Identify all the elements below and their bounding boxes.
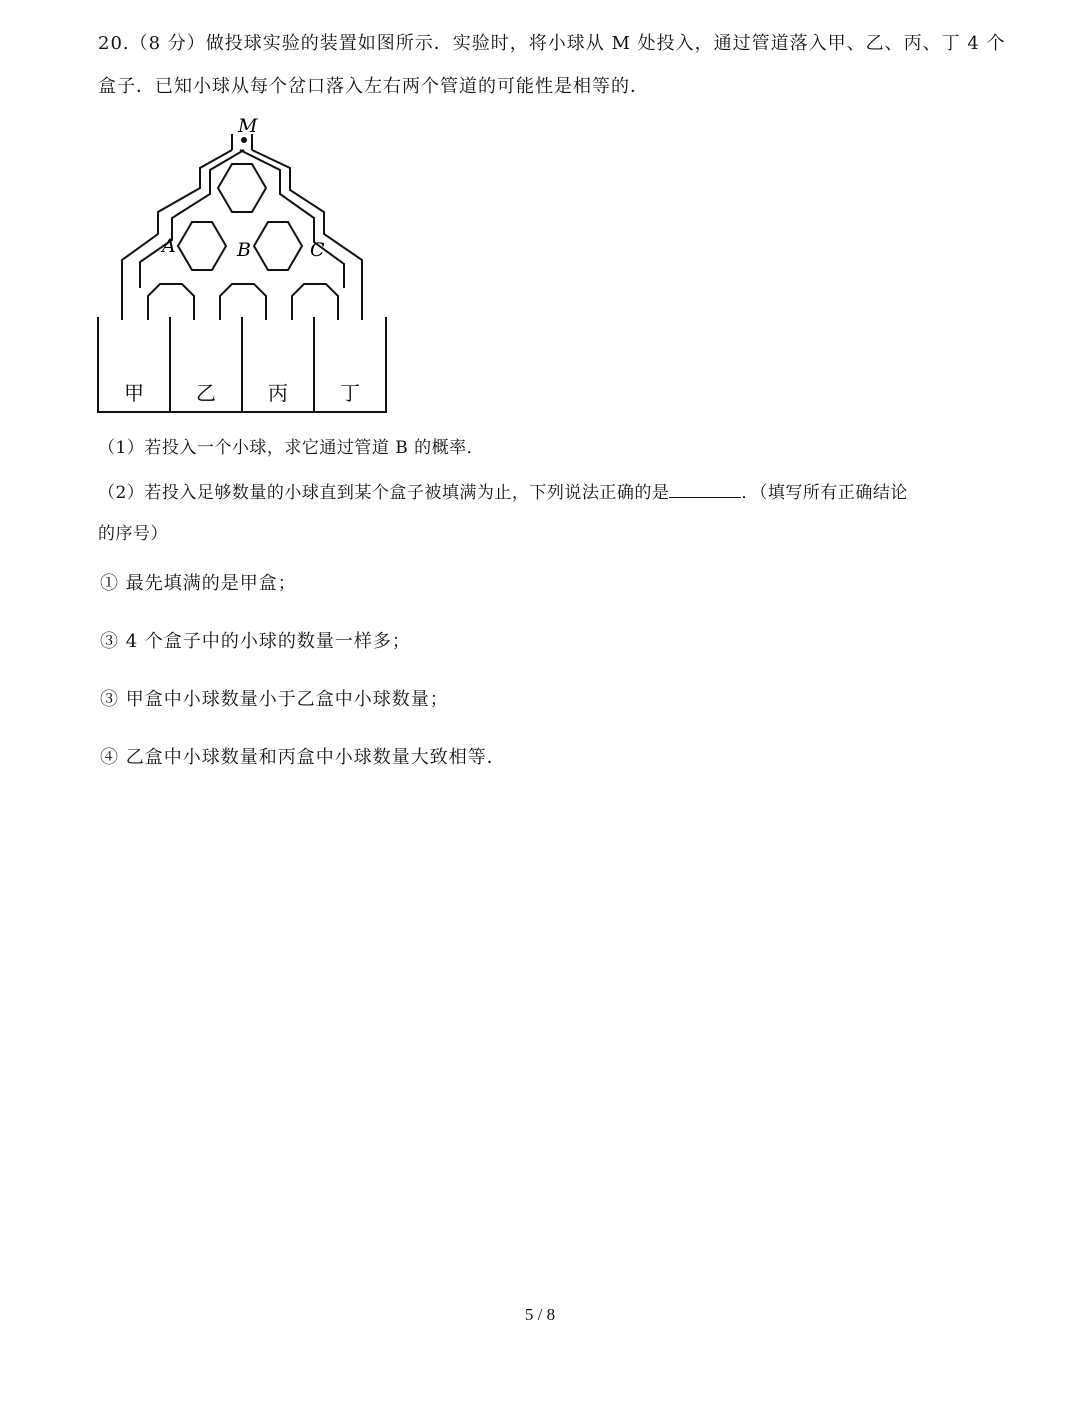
part-1: （1）若投入一个小球，求它通过管道 B 的概率． (98, 438, 485, 458)
label-b: B (237, 239, 251, 261)
label-m: M (238, 115, 258, 137)
part-2-text: （2）若投入足够数量的小球直到某个盒子被填满为止，下列说法正确的是 (98, 483, 670, 503)
option-2: ③ 4 个盒子中的小球的数量一样多； (100, 631, 411, 652)
hexagon-top (218, 164, 266, 212)
question-line-2: 盒子．已知小球从每个岔口落入左右两个管道的可能性是相等的． (98, 76, 649, 97)
box-label-ding: 丁 (340, 381, 360, 405)
hexagon-left (178, 222, 226, 270)
page-number: 5 / 8 (524, 1305, 556, 1324)
answer-blank[interactable] (669, 479, 741, 498)
option-1: ① 最先填满的是甲盒； (100, 573, 297, 594)
part-2-line-2: 的序号） (98, 524, 168, 544)
part-2-text-tail: ．（填写所有正确结论 (741, 483, 908, 503)
box-label-jia: 甲 (124, 381, 144, 405)
box-label-yi: 乙 (196, 381, 216, 405)
part-2-line-1 (98, 479, 908, 505)
option-3: ③ 甲盒中小球数量小于乙盒中小球数量； (100, 689, 449, 710)
ball-drop-figure (92, 112, 392, 417)
hexagon-right (254, 222, 302, 270)
question-line-1: 20.（8 分）做投球实验的装置如图所示．实验时，将小球从 M 处投入，通过管道落入甲、乙、丙、丁 4 个 (98, 33, 1006, 54)
entry-dot (241, 137, 247, 143)
option-4: ④ 乙盒中小球数量和丙盒中小球数量大致相等． (100, 747, 506, 768)
box-label-bing: 丙 (268, 381, 288, 405)
label-a: A (162, 235, 176, 257)
label-c: C (310, 239, 325, 261)
